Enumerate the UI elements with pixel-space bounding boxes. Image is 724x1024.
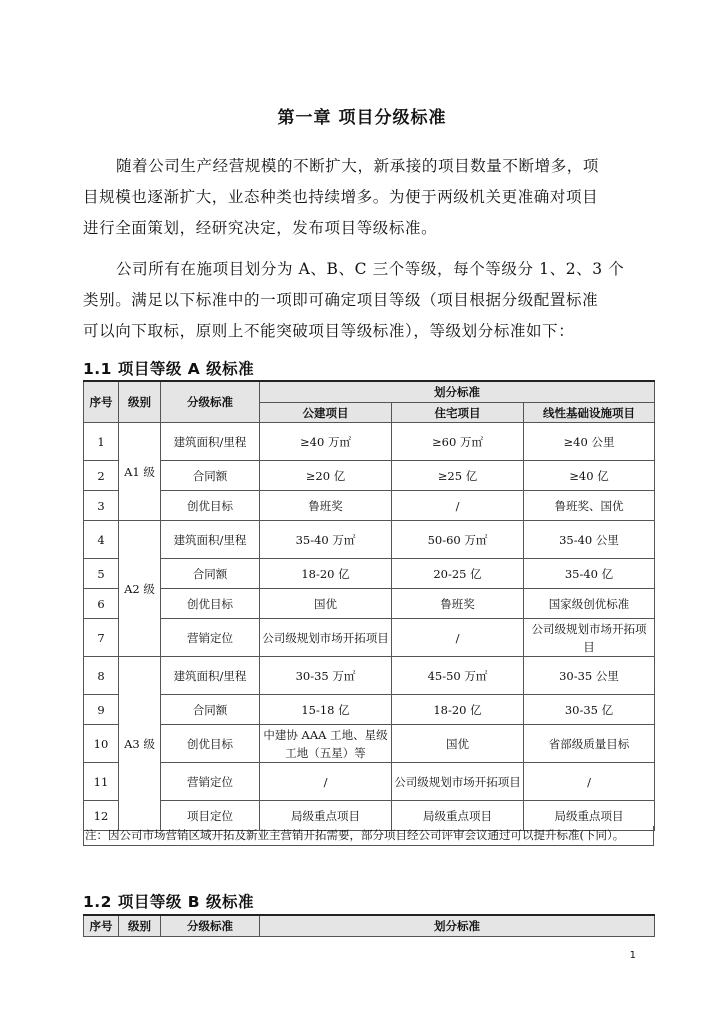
criteria-cell: 营销定位: [161, 763, 260, 801]
criteria-cell: 建筑面积/里程: [161, 423, 260, 461]
residential-cell: 50-60 万㎡: [392, 521, 524, 559]
residential-cell: 18-20 亿: [392, 695, 524, 725]
public-cell: 15-18 亿: [260, 695, 392, 725]
header-division: 划分标准: [260, 381, 655, 403]
residential-cell: 国优: [392, 725, 524, 763]
table-row: [84, 695, 655, 725]
public-cell: /: [260, 763, 392, 801]
table-row: [84, 521, 655, 559]
infrastructure-cell: /: [524, 763, 655, 801]
criteria-cell: 合同额: [161, 695, 260, 725]
header-criteria: 分级标准: [161, 915, 260, 937]
infrastructure-cell: 30-35 公里: [524, 657, 655, 695]
public-cell: 30-35 万㎡: [260, 657, 392, 695]
seq-cell: 5: [84, 559, 119, 589]
criteria-cell: 合同额: [161, 559, 260, 589]
seq-cell: 7: [84, 619, 119, 657]
table-row: [84, 763, 655, 801]
grade-a-table: [83, 380, 655, 831]
residential-cell: /: [392, 619, 524, 657]
table-row: [84, 725, 655, 763]
intro-paragraph: [83, 151, 643, 244]
section-heading-1-2: 1.2 项目等级 B 级标准: [83, 893, 254, 911]
residential-cell: 45-50 万㎡: [392, 657, 524, 695]
public-cell: 35-40 万㎡: [260, 521, 392, 559]
paragraph-line: 可以向下取标，原则上不能突破项目等级标准），等级划分标准如下：: [83, 322, 575, 340]
level-cell: A3 级: [119, 657, 161, 831]
criteria-cell: 创优目标: [161, 491, 260, 521]
criteria-cell: 合同额: [161, 461, 260, 491]
residential-cell: 鲁班奖: [392, 589, 524, 619]
criteria-cell: 建筑面积/里程: [161, 657, 260, 695]
level-cell: A1 级: [119, 423, 161, 521]
page-number: 1: [629, 950, 636, 961]
infrastructure-cell: 鲁班奖、国优: [524, 491, 655, 521]
public-cell: 局级重点项目: [260, 801, 392, 831]
residential-cell: ≥25 亿: [392, 461, 524, 491]
infrastructure-cell: 国家级创优标准: [524, 589, 655, 619]
seq-cell: 11: [84, 763, 119, 801]
paragraph-line: 目规模也逐渐扩大，业态种类也持续增多。为便于两级机关更准确对项目: [83, 188, 599, 206]
seq-cell: 12: [84, 801, 119, 831]
grade-b-table: [83, 914, 655, 937]
residential-cell: 局级重点项目: [392, 801, 524, 831]
seq-cell: 4: [84, 521, 119, 559]
header-residential: 住宅项目: [392, 403, 524, 423]
header-seq: 序号: [84, 381, 119, 423]
infrastructure-cell: 局级重点项目: [524, 801, 655, 831]
section-heading-1-1: 1.1 项目等级 A 级标准: [83, 360, 255, 378]
paragraph-line: 公司所有在施项目划分为 A、B、C 三个等级，每个等级分 1、2、3 个: [116, 260, 625, 278]
infrastructure-cell: 省部级质量目标: [524, 725, 655, 763]
public-cell: 国优: [260, 589, 392, 619]
table-row: [84, 589, 655, 619]
header-division: 划分标准: [260, 915, 655, 937]
infrastructure-cell: 35-40 公里: [524, 521, 655, 559]
table-row: [84, 559, 655, 589]
residential-cell: ≥60 万㎡: [392, 423, 524, 461]
header-level: 级别: [119, 381, 161, 423]
table-row: [84, 461, 655, 491]
infrastructure-cell: 公司级规划市场开拓项目: [524, 619, 655, 657]
seq-cell: 8: [84, 657, 119, 695]
table-row: [84, 491, 655, 521]
criteria-cell: 创优目标: [161, 589, 260, 619]
seq-cell: 10: [84, 725, 119, 763]
header-seq: 序号: [84, 915, 119, 937]
public-cell: 18-20 亿: [260, 559, 392, 589]
public-cell: 中建协 AAA 工地、星级工地（五星）等: [260, 725, 392, 763]
residential-cell: /: [392, 491, 524, 521]
level-cell: A2 级: [119, 521, 161, 657]
criteria-cell: 项目定位: [161, 801, 260, 831]
public-cell: 鲁班奖: [260, 491, 392, 521]
public-cell: 公司级规划市场开拓项目: [260, 619, 392, 657]
infrastructure-cell: 30-35 亿: [524, 695, 655, 725]
seq-cell: 6: [84, 589, 119, 619]
seq-cell: 2: [84, 461, 119, 491]
table-note: 注：因公司市场营销区域开拓及新业主营销开拓需要，部分项目经公司评审会议通过可以提升标准(下同）。: [83, 826, 654, 846]
infrastructure-cell: ≥40 公里: [524, 423, 655, 461]
header-infrastructure: 线性基础设施项目: [524, 403, 655, 423]
residential-cell: 20-25 亿: [392, 559, 524, 589]
table-row: [84, 657, 655, 695]
criteria-cell: 营销定位: [161, 619, 260, 657]
header-level: 级别: [119, 915, 161, 937]
header-criteria: 分级标准: [161, 381, 260, 423]
infrastructure-cell: ≥40 亿: [524, 461, 655, 491]
public-cell: ≥40 万㎡: [260, 423, 392, 461]
chapter-title: 第一章 项目分级标准: [277, 108, 447, 128]
criteria-cell: 建筑面积/里程: [161, 521, 260, 559]
paragraph-line: 类别。满足以下标准中的一项即可确定项目等级（项目根据分级配置标准: [83, 291, 599, 309]
criteria-cell: 创优目标: [161, 725, 260, 763]
infrastructure-cell: 35-40 亿: [524, 559, 655, 589]
seq-cell: 1: [84, 423, 119, 461]
grading-paragraph: [83, 254, 643, 347]
header-public: 公建项目: [260, 403, 392, 423]
table-row: [84, 423, 655, 461]
paragraph-line: 进行全面策划，经研究决定，发布项目等级标准。: [83, 219, 438, 237]
residential-cell: 公司级规划市场开拓项目: [392, 763, 524, 801]
table-row: [84, 619, 655, 657]
seq-cell: 9: [84, 695, 119, 725]
public-cell: ≥20 亿: [260, 461, 392, 491]
seq-cell: 3: [84, 491, 119, 521]
paragraph-line: 随着公司生产经营规模的不断扩大，新承接的项目数量不断增多，项: [116, 157, 600, 175]
